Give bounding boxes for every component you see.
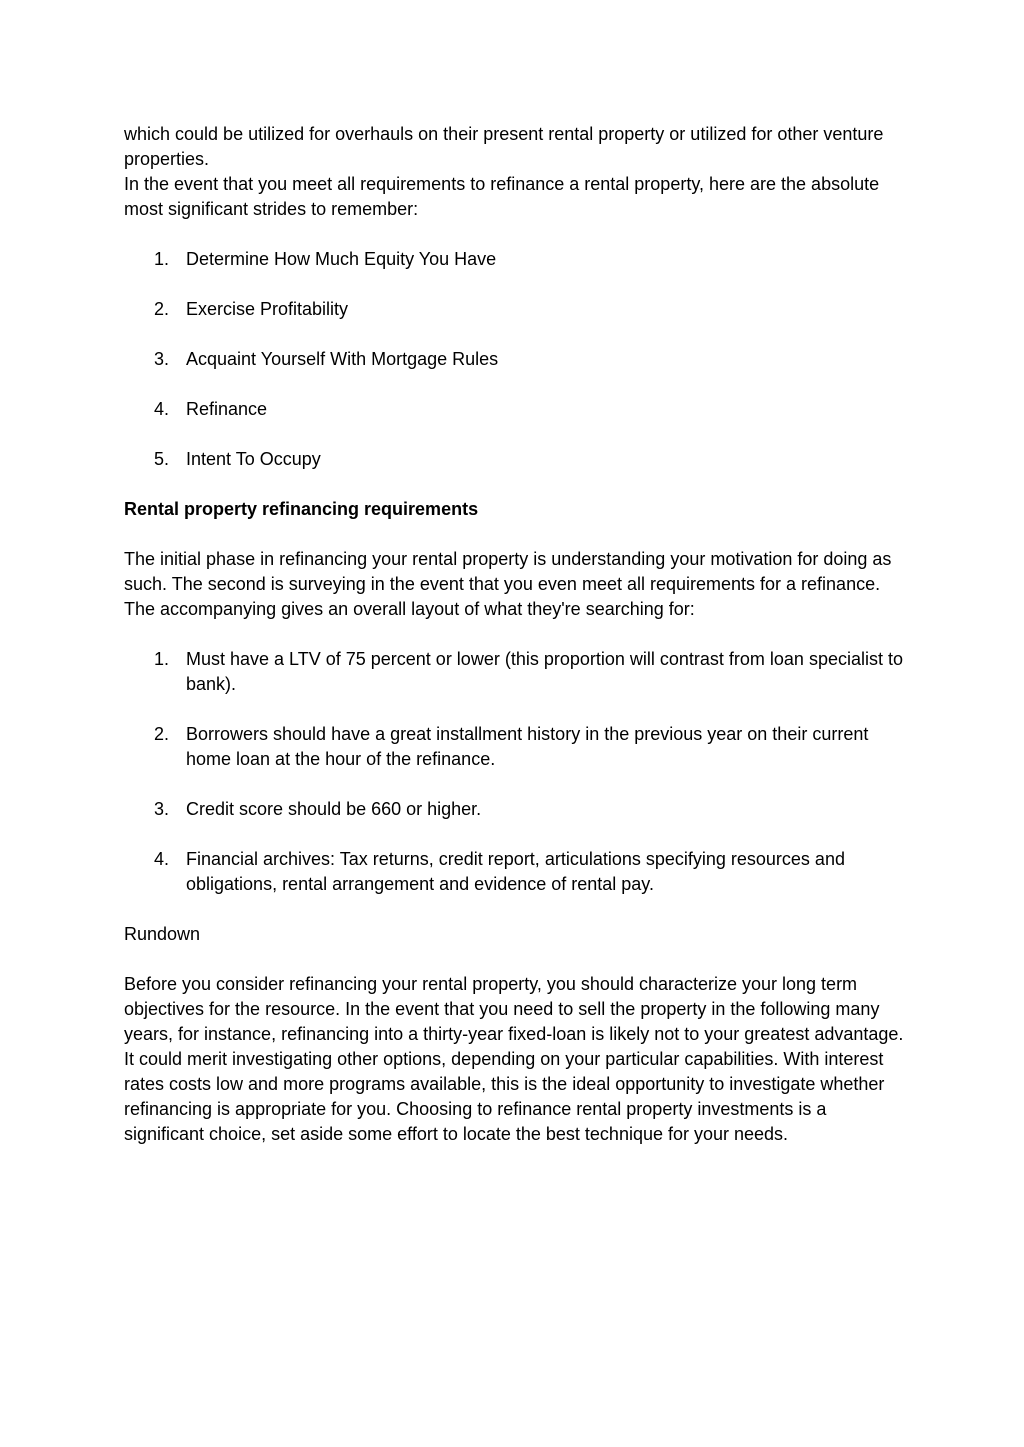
list-item-text: Must have a LTV of 75 percent or lower (this proportion will contrast from loan specialist to bank). (186, 649, 903, 694)
list-number: 1. (154, 649, 170, 669)
requirements-list (124, 647, 904, 897)
list-item-text: Refinance (186, 399, 268, 419)
document-page (124, 122, 904, 1147)
list-item (124, 797, 904, 822)
list-item (124, 397, 904, 422)
list-number: 1. (154, 249, 170, 269)
rundown-heading: Rundown (124, 924, 201, 944)
list-item-text: Intent To Occupy (186, 449, 321, 469)
list-item (124, 447, 904, 472)
list-number: 5. (154, 449, 170, 469)
list-item (124, 347, 904, 372)
list-item-text: Financial archives: Tax returns, credit report, articulations specifying resources and obligations, rental arrangement and evidence of rental pay. (186, 849, 845, 894)
list-item (124, 297, 904, 322)
list-number: 3. (154, 349, 170, 369)
intro-paragraph-2: In the event that you meet all requirements to refinance a rental property, here are the absolute most significant strides to remember: (124, 174, 880, 219)
requirements-paragraph: The initial phase in refinancing your rental property is understanding your motivation for doing as such. The second is surveying in the event that you even meet all requirements for a refinance. The accompanying gives an overall layout of what they're searching for: (124, 549, 892, 619)
list-item-text: Determine How Much Equity You Have (186, 249, 497, 269)
list-number: 4. (154, 399, 170, 419)
list-number: 3. (154, 799, 170, 819)
list-item (124, 847, 904, 897)
list-number: 4. (154, 849, 170, 869)
list-number: 2. (154, 299, 170, 319)
list-item (124, 722, 904, 772)
section-heading: Rental property refinancing requirements (124, 499, 479, 519)
list-item (124, 247, 904, 272)
list-item-text: Exercise Profitability (186, 299, 349, 319)
list-number: 2. (154, 724, 170, 744)
rundown-paragraph: Before you consider refinancing your rental property, you should characterize your long term objectives for the resource. In the event that you need to sell the property in the following many years, for instance, refinancing into a thirty-year fixed-loan is likely not to your greatest advantage. It could merit investigating other options, depending on your particular capabilities. With interest rates costs low and more programs available, this is the ideal opportunity to investigate whether refinancing is appropriate for you. Choosing to refinance rental property investments is a significant choice, set aside some effort to locate the best technique for your needs. (124, 974, 904, 1144)
list-item-text: Credit score should be 660 or higher. (186, 799, 482, 819)
steps-list (124, 247, 904, 472)
list-item (124, 647, 904, 697)
intro-paragraph-1: which could be utilized for overhauls on their present rental property or utilized for other venture properties. (124, 124, 884, 169)
list-item-text: Borrowers should have a great installment history in the previous year on their current home loan at the hour of the refinance. (186, 724, 869, 769)
list-item-text: Acquaint Yourself With Mortgage Rules (186, 349, 499, 369)
